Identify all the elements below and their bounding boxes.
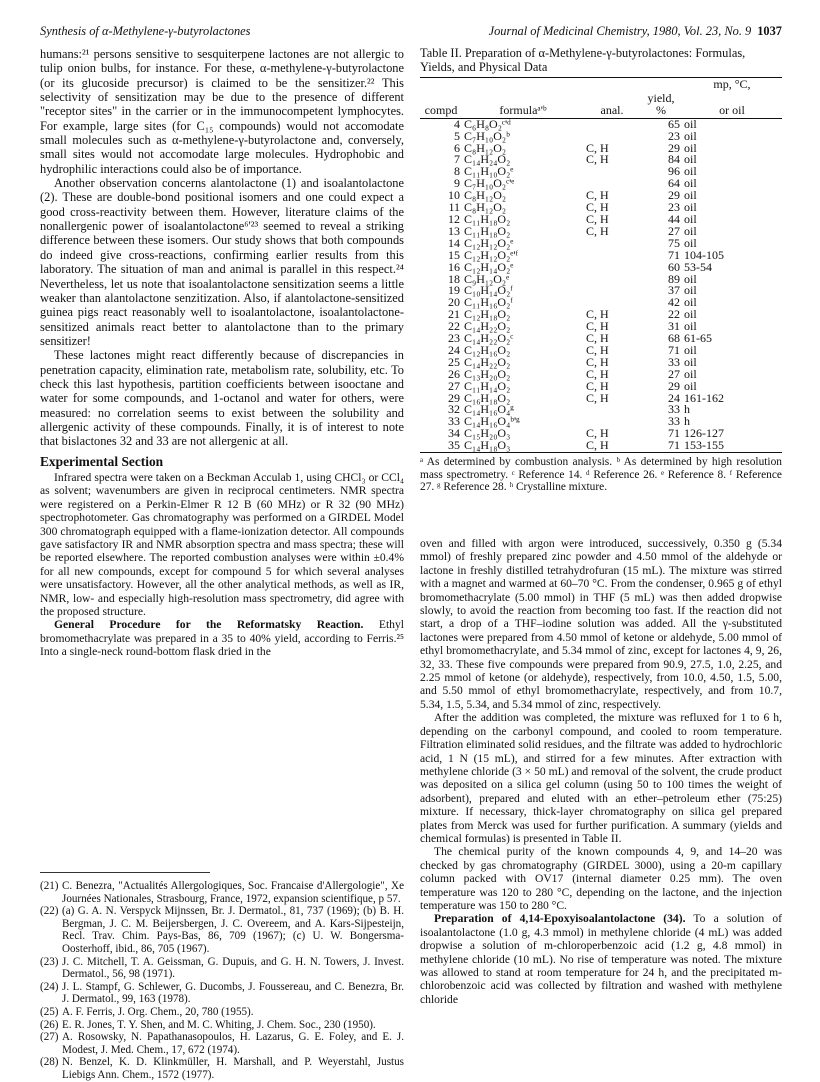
cell-formula: C₁₁H₁₈O₂ (464, 211, 511, 226)
cell-mp: oil (684, 176, 697, 191)
cell-formula: C₁₂H₁₂O₂ᵉ'ᶠ (464, 247, 518, 262)
reference-text: E. R. Jones, T. Y. Shen, and M. C. Whiting, J. Chem. Soc., 230 (1950). (62, 1018, 376, 1031)
cell-compd: 32 (448, 402, 460, 417)
reference-number: (28) (40, 1056, 59, 1069)
cell-compd: 7 (454, 152, 460, 167)
footnote-rule (40, 872, 210, 873)
cell-anal: C, H (586, 354, 609, 369)
page-number: 1037 (757, 24, 782, 38)
body-paragraph: These lactones might react differently because of discrepancies in penetration capacity, elimination rate, metabolism rate, solubility, etc. To check this last hypothesis, partition coefficients between isooctane and water for some compounds, and 1-octanol and water for others, were measured: no correlation seems to exist between the solubility and allergenic activity of these compounds. Finally, it is of interest to note that bislactones 32 and 33 are not allergenic at all. (40, 348, 404, 449)
reference-number: (23) (40, 955, 59, 968)
cell-formula: C₁₁H₁₀O₂ᵉ (464, 164, 514, 179)
reference-item (40, 1006, 404, 1019)
reference-item (40, 905, 404, 955)
reference-number: (27) (40, 1031, 59, 1044)
cell-yield: 29 (668, 140, 680, 155)
cell-compd: 29 (448, 390, 460, 405)
cell-compd: 19 (448, 283, 460, 298)
cell-compd: 27 (448, 378, 460, 393)
cell-anal: C, H (586, 188, 609, 203)
cell-anal: C, H (586, 426, 609, 441)
cell-anal (584, 285, 640, 297)
cell-anal: C, H (586, 152, 609, 167)
cell-anal: C, H (586, 438, 609, 453)
cell-yield: 29 (668, 188, 680, 203)
cell-mp: oil (684, 223, 697, 238)
header-formula-label: formulaᵃ'ᵇ (499, 102, 547, 117)
cell-yield: 71 (668, 426, 680, 441)
reference-text: C. Benezra, "Actualités Allergologiques, Soc. Francaise d'Allergologie", Xe Journées Nationales, Strasbourg, France, 1972, expansion scientifique, p 57. (62, 880, 404, 905)
reference-item (40, 956, 404, 981)
right-column (420, 537, 782, 1006)
cell-anal (584, 166, 640, 178)
cell-yield: 27 (668, 223, 680, 238)
cell-compd: 5 (454, 128, 460, 143)
cell-compd: 13 (448, 223, 460, 238)
cell-yield: 33 (668, 354, 680, 369)
cell-mp: oil (684, 140, 697, 155)
cell-anal (584, 274, 640, 286)
cell-formula: C₈H₁₂O₂ (464, 140, 507, 155)
cell-mp: oil (684, 295, 697, 310)
cell-yield: 37 (668, 283, 680, 298)
reference-item (40, 1019, 404, 1032)
cell-anal: C, H (586, 319, 609, 334)
cell-yield: 44 (668, 211, 680, 226)
cell-yield: 68 (668, 331, 680, 346)
section-heading: Experimental Section (40, 453, 164, 469)
cell-yield: 33 (668, 414, 680, 429)
cell-yield: 71 (668, 438, 680, 453)
cell-mp: oil (684, 366, 697, 381)
procedure-paragraph (420, 912, 782, 1006)
cell-yield: 42 (668, 295, 680, 310)
cell-anal (584, 238, 640, 250)
procedure-paragraph (40, 618, 404, 658)
table-footnote-text: ᵃ As determined by combustion analysis. ᵇ As determined by high resolution mass spectrometry. ᶜ Reference 14. ᵈ Reference 26. ᵉ Reference 8. ᶠ Reference 27. ᵍ Reference 28. ʰ Crystalline mixture. (420, 456, 782, 494)
cell-formula: C₁₄H₂₂O₂ (464, 354, 511, 369)
header-compd-label: compd (424, 102, 458, 117)
cell-compd: 24 (448, 342, 460, 357)
cell-mp: oil (684, 342, 697, 357)
table-header-row (420, 78, 782, 92)
cell-mp: 126-127 (684, 426, 724, 441)
table-footnotes (420, 456, 782, 494)
cell-compd: 22 (448, 319, 460, 334)
cell-formula: C₉H₁₂O₂ᵉ (464, 271, 510, 286)
cell-mp: oil (684, 164, 697, 179)
reference-number: (21) (40, 880, 59, 892)
reference-text: (a) G. A. N. Verspyck Mijnssen, Br. J. Dermatol., 81, 737 (1969); (b) B. H. Bergman, J. C. M. Beijersbergen, J. C. Overeem, and A. Kars-Sijpesteijn, Recl. Trav. Chim. Pays-Bas, 86, 709 (1967); (c) U. W. Bongersma-Oosterhoff, ibid., 86, 705 (1967). (62, 905, 404, 955)
reference-text: J. L. Stampf, G. Schlewer, G. Ducombs, J. Foussereau, and C. Benezra, Br. J. Dermatol., 99, 163 (1978). (62, 980, 404, 1006)
cell-anal (584, 404, 640, 416)
cell-mp: oil (684, 211, 697, 226)
header-yield-label: yield, % (647, 90, 675, 117)
cell-formula: C₁₁H₁₆O₂ᶠ (464, 295, 513, 310)
procedure-text: To a solution of isoalantolactone (1.0 g, 4.3 mmol) in methylene chloride (4 mL) was added dropwise a solution of m-chloroperbenzoic acid (1.2 g, 4.8 mmol) in methylene chloride (10 mL). No rise of temperature was noted. The mixture was allowed to stand at room temperature for 24 h, and the precipitated m-chlorobenzoic acid was collected by filtration and washed with methylene chloride (420, 912, 782, 1006)
cell-mp: 104-105 (684, 247, 724, 262)
running-head-journal (489, 24, 782, 39)
procedure-heading: Preparation of 4,14-Epoxyisoalantolactone (34). (434, 912, 686, 926)
header-mp-line1: mp, °C, (713, 77, 751, 91)
cell-formula: C₈H₁₂O₂ (464, 188, 507, 203)
header-anal (584, 78, 640, 92)
cell-formula: C₁₄H₂₂O₂ᶜ (464, 331, 514, 346)
cell-compd: 9 (454, 176, 460, 191)
cell-mp: h (684, 414, 690, 429)
body-paragraph: humans:²¹ persons sensitive to sesquiterpene lactones are not allergic to tulip onion bulbs, for instance. For these, α-methylene-γ-butyrolactone (or its glucoside precursor) is claimed to be the sensitizer.²² This selectivity of sensitization may be due to the presence of different "receptor sites" in the carrier or in the immunocompetent lymphocytes. For example, large sites (for C₁₅ compounds) would not accomodate small molecules such as α-methylene-γ-butyrolactone and, conversely, small sites would not accomodate large molecules. Hydrophobic and hydrophilic interactions could also be of importance. (40, 47, 404, 176)
cell-compd: 6 (454, 140, 460, 155)
running-head (40, 24, 782, 40)
header-anal-label: anal. (600, 102, 624, 117)
cell-compd: 12 (448, 211, 460, 226)
cell-mp: oil (684, 235, 697, 250)
cell-anal: C, H (586, 390, 609, 405)
cell-compd: 34 (448, 426, 460, 441)
cell-compd: 23 (448, 331, 460, 346)
references-list (40, 880, 404, 1082)
cell-yield: 84 (668, 152, 680, 167)
cell-anal (584, 262, 640, 274)
cell-yield: 64 (668, 176, 680, 191)
reference-item (40, 1056, 404, 1081)
reference-text: A. F. Ferris, J. Org. Chem., 20, 780 (1955). (62, 1005, 254, 1018)
cell-anal: C, H (586, 307, 609, 322)
cell-compd: 25 (448, 354, 460, 369)
cell-formula: C₁₂H₁₈O₂ (464, 307, 511, 322)
header-formula (462, 78, 584, 92)
cell-yield: 33 (668, 402, 680, 417)
table-caption: Table II. Preparation of α-Methylene-γ-butyrolactones: Formulas, Yields, and Physical Data (420, 46, 746, 74)
cell-yield: 71 (668, 247, 680, 262)
cell-compd: 10 (448, 188, 460, 203)
reference-item (40, 981, 404, 1006)
body-paragraph: After the addition was completed, the mixture was refluxed for 1 to 6 h, depending on the carbonyl compound, and cooled to room temperature. Filtration eliminated solid residues, and the filtrate was added to hydrochloric acid, 1 N (15 mL), and stirred for a few minutes. After extraction with methylene chloride (3 × 50 mL) and removal of the solvent, the crude product was deposited on a silica gel column (using 50 to 100 times the weight of adsorbent), prepared and eluted with an ether–petroleum ether (75:25) mixture. If necessary, thick-layer chromatography on silica gel prepared plates from Merck was used for further purification. A summary (yields and chemical formulas) is presented in Table II. (420, 711, 782, 845)
reference-number: (24) (40, 980, 59, 993)
cell-formula: C₇H₁₀O₂ᶜ'ᵉ (464, 176, 515, 191)
cell-formula: C₁₄H₁₆O₄ᵇ'ᵍ (464, 414, 520, 429)
reference-number: (22) (40, 905, 59, 918)
cell-mp: oil (684, 188, 697, 203)
cell-mp: 153-155 (684, 438, 724, 453)
cell-mp: oil (684, 378, 697, 393)
cell-formula: C₁₂H₁₆O₂ (464, 342, 511, 357)
cell-anal: C, H (586, 342, 609, 357)
cell-compd: 15 (448, 247, 460, 262)
body-paragraph: oven and filled with argon were introduced, successively, 0.350 g (5.34 mmol) of freshly prepared zinc powder and 4.50 mmol of the aldehyde or lactone in freshly distilled tetrahydrofuran (15 mL). The mixture was stirred with a magnet and warmed at 60–70 °C. From the condenser, 0.965 g of ethyl bromomethacrylate (5.00 mmol) in THF (5 mL) was then added dropwise slowly, to avoid the reaction from becoming too fast. If the reaction did not start, a drop of a THF–iodine solution was added. All the γ-substituted lactones were prepared from 4.50 mmol of ketone or aldehyde, 5.00 mmol of ethyl bromomethacrylate, and 5.34 mmol of zinc, except for lactones 4, 9, 26, 32, 33. These five compounds were prepared from 90.9, 27.5, 1.0, 2.25, and 2.25 mmol of ketone (or aldehyde), respectively, from 10.0, 4.50, 1.5, 5.00, and 5.50 mmol of ethyl bromomethacrylate, respectively, and from 10.7, 5.34, 1.5, 5.34, and 5.34 mmol of zinc, respectively. (420, 537, 782, 711)
cell-compd: 14 (448, 235, 460, 250)
cell-anal (584, 119, 640, 131)
cell-mp: oil (684, 271, 697, 286)
cell-mp: oil (684, 116, 697, 131)
cell-anal: C, H (586, 223, 609, 238)
cell-yield: 31 (668, 319, 680, 334)
table-header-row (420, 92, 782, 118)
cell-yield: 29 (668, 378, 680, 393)
cell-yield: 65 (668, 116, 680, 131)
cell-anal (584, 250, 640, 262)
cell-compd: 8 (454, 164, 460, 179)
body-paragraph: Another observation concerns alantolactone (1) and isoalantolactone (2). These are double-bond positional isomers and one could expect a good cross-reactivity between them. However, literature claims of the nonallergenic power of isoalantolactone⁶'²³ seemed to reveal a striking difference between these isomers. Our study shows that both compounds do indeed give cross-reactions, confirming earlier results from this laboratory. The situation of man and animal is parallel in this respect.²⁴ Nevertheless, let us note that isoalantolactone sensitization seems a little weaker than alantolactone senzitization. Also, if alantolactone-sensitized guinea pigs react reasonably well to isoalantolactone, isoalantolactone-sensitized animals react better to alantolactone than to the primary sensitizer! (40, 176, 404, 348)
cell-mp: oil (684, 319, 697, 334)
cell-anal: C, H (586, 366, 609, 381)
cell-formula: C₁₅H₂₀O₃ (464, 426, 511, 441)
cell-mp: oil (684, 128, 697, 143)
cell-yield: 23 (668, 200, 680, 215)
cell-formula: C₁₄H₁₆O₄ᵍ (464, 402, 514, 417)
cell-formula: C₁₄H₂₂O₂ (464, 319, 511, 334)
cell-formula: C₁₀H₁₄O₂ᶠ (464, 283, 513, 298)
table-ii (420, 46, 782, 494)
cell-mp: oil (684, 307, 697, 322)
cell-formula: C₇H₁₀O₂ᵇ (464, 128, 510, 143)
data-table (420, 77, 782, 453)
cell-formula: C₁₄H₂₄O₂ (464, 152, 511, 167)
cell-mp: oil (684, 200, 697, 215)
left-column (40, 47, 404, 659)
cell-formula: C₁₁H₁₈O₂ (464, 223, 511, 238)
cell-yield: 60 (668, 259, 680, 274)
cell-anal: C, H (586, 200, 609, 215)
reference-text: J. C. Mitchell, T. A. Geissman, G. Dupuis, and G. H. N. Towers, J. Invest. Dermatol., 56, 98 (1971). (62, 955, 404, 981)
reference-item (40, 1031, 404, 1056)
cell-mp: oil (684, 152, 697, 167)
reference-number: (25) (40, 1005, 59, 1018)
cell-anal: C, H (586, 211, 609, 226)
reference-text: N. Benzel, K. D. Klinkmüller, H. Marshall, and P. Weyerstahl, Justus Liebigs Ann. Chem., 1572 (1977). (62, 1056, 404, 1081)
cell-mp: 61-65 (684, 331, 712, 346)
cell-formula: C₁₆H₁₈O₂ (464, 390, 511, 405)
cell-mp: h (684, 402, 690, 417)
cell-formula: C₁₃H₂₀O₂ (464, 366, 511, 381)
cell-formula: C₁₂H₁₂O₂ᵉ (464, 235, 514, 250)
header-mp-line2: or oil (719, 102, 745, 117)
cell-compd: 33 (448, 414, 460, 429)
cell-anal: C, H (586, 378, 609, 393)
cell-mp: 53-54 (684, 259, 712, 274)
table-row (420, 440, 782, 452)
cell-yield: 22 (668, 307, 680, 322)
reference-item (40, 880, 404, 905)
cell-formula: C₈H₁₂O₂ (464, 200, 507, 215)
procedure-heading: General Procedure for the Reformatsky Reaction. (54, 618, 364, 632)
header-compd (420, 78, 462, 92)
cell-mp: oil (684, 354, 697, 369)
cell-yield: 24 (668, 390, 680, 405)
cell-anal: C, H (586, 140, 609, 155)
cell-mp: oil (684, 283, 697, 298)
cell-mp: 161-162 (684, 390, 724, 405)
cell-formula: C₁₂H₁₄O₂ᵉ (464, 259, 514, 274)
procedure-text: Ethyl bromomethacrylate was prepared in a 35 to 40% yield, according to Ferris.²⁵ Into a single-neck round-bottom flask dried in the (40, 618, 404, 659)
cell-compd: 35 (448, 438, 460, 453)
cell-yield: 27 (668, 366, 680, 381)
cell-yield: 75 (668, 235, 680, 250)
running-head-title: Synthesis of α-Methylene-γ-butyrolactones (40, 24, 251, 38)
cell-anal: C, H (586, 331, 609, 346)
cell-yield: 96 (668, 164, 680, 179)
cell-compd: 4 (454, 116, 460, 131)
experimental-paragraph: Infrared spectra were taken on a Beckman Acculab 1, using CHCl₃ or CCl₄ as solvent; wavenumbers are given in reciprocal centimeters. NMR spectra were registered on a Perkin-Elmer R 12 B (60 MHz) or R 32 (90 MHz) spectrophotometer. Gas chromatography was performed on a GIRDEL Model 300 chromatograph equipped with a flame-ionization detector. All compounds gave satisfactory IR and NMR absorption spectra and mass spectra; these will be reported elsewhere. The reported combustion analyses were within ±0.4% for all new compounds, except for compound 5 for which several analyses were unsatisfactory. However, all the other analytical methods, as well as IR, NMR, low- and especially high-resolution mass spectrometry, did agree with the proposed structure. (40, 470, 404, 619)
cell-formula: C₁₄H₁₈O₃ (464, 438, 511, 453)
cell-yield: 23 (668, 128, 680, 143)
cell-compd: 16 (448, 259, 460, 274)
cell-yield: 89 (668, 271, 680, 286)
cell-compd: 11 (448, 200, 460, 215)
cell-formula: C₁₁H₁₄O₂ (464, 378, 511, 393)
cell-compd: 20 (448, 295, 460, 310)
reference-number: (26) (40, 1018, 59, 1031)
body-paragraph: The chemical purity of the known compounds 4, 9, and 14–20 was checked by gas chromatography (GIRDEL 3000), using a 20-m capillary column packed with OV17 (internal diameter 0.25 mm). The oven temperature was 120 to 280 °C, depending on the lactone, and the injection temperature was 150 to 280 °C. (420, 845, 782, 912)
cell-compd: 18 (448, 271, 460, 286)
cell-yield: 71 (668, 342, 680, 357)
cell-compd: 26 (448, 366, 460, 381)
journal-citation: Journal of Medicinal Chemistry, 1980, Vol. 23, No. 9 (488, 24, 752, 38)
cell-formula: C₆H₈O₂ᶜ'ᵈ (464, 116, 511, 131)
header-yield (640, 78, 682, 92)
reference-text: A. Rosowsky, N. Papathanasopoulos, H. Lazarus, G. E. Foley, and E. J. Modest, J. Med. Chem., 17, 672 (1974). (62, 1031, 404, 1056)
table-body (420, 116, 782, 453)
cell-compd: 21 (448, 307, 460, 322)
